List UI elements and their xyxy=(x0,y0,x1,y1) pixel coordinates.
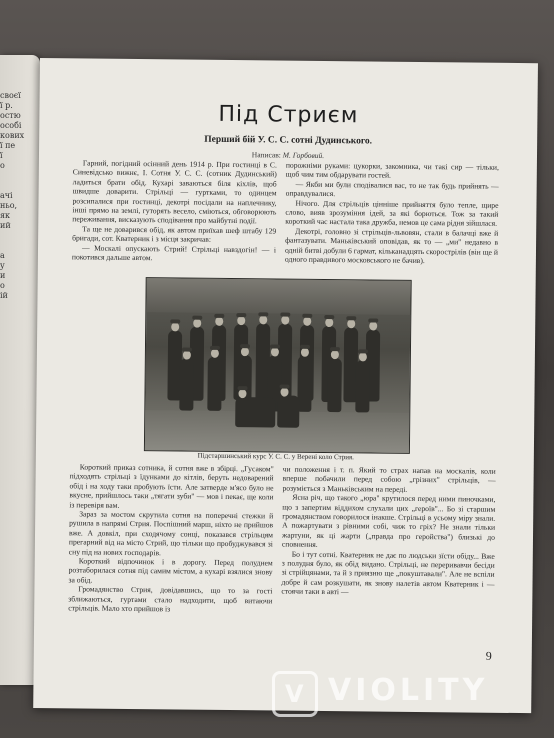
paragraph: Декотрі, головно зі стрільців-львовян, стали в балачці вже й фантазувати. Маньківський оповідав, як то — „ми" недавно в одній битві добули 6 гармат, кільканадцять скорострілів (він ще й одного правдивого московського не бачив). xyxy=(284,226,499,266)
author-name: М. Горбовий. xyxy=(282,150,325,160)
paragraph: — Якби ми були сподівалися вас, то не так будь прийнять — оправдувалися. xyxy=(285,179,499,199)
paragraph: Та ще не доварився обід, як автом приїхав шеф штабу 129 бригади, сот. Кватерник і з місця закричав: xyxy=(72,224,277,245)
paragraph: Бо і тут сотні. Кватерник не дає по людськи зїсти обіду... Вже з полудня було, як обід видано. Стрільці, не переривавчи бесіди зі стрійцянами, та й з приязню ще „покуштавали". Але не вспіли добре й сам розкушати, як знову налетів автом Кватерник і — стоячи таки в авті — xyxy=(281,549,495,597)
paragraph: Громадянство Стрия, довідавшись, що то за гості зближаються, гуртами стало надходити, щоб витаючи стрільців. Мало хто прийшов із xyxy=(68,584,273,614)
soldier-figure xyxy=(277,396,299,428)
logo-glyph: V xyxy=(285,680,304,708)
left-page-text-fragment: и xyxy=(0,271,6,280)
paragraph: Гарний, погідний осінний день 1914 р. При гостинці в С. Синевідсько вижнє, І. Сотня У. С. С. (сотник Дудинський) ладиться брати обід. Кухарі заваються біля кіхлів, щоб швидше доварити. Стрільці — гуртками, то одинцем розсипалися при гостинці, декотрі посідали на наплечнику, інші прямо на землі, гуторять весело, сміються, обговорюють переживання, висказують сподівання про майбутні події. xyxy=(72,158,277,226)
paragraph: Ясна річ, що такого „юра" крутилося перед ними пиночками, що з запертим віддихом слухали цих „героїв"... Бо зі старшим громадянством говорилося інакше. Стрільці в усьому міру знали. А пожартувати з рівними собі, чиж то гріх? Не знали тільки жартуни, як ці жарти („правда про геройства") близькі до сповнення. xyxy=(281,492,496,550)
left-page-text-fragment: о xyxy=(0,161,5,170)
left-page-text-fragment: ньо, xyxy=(0,201,18,210)
article-title: Під Стриєм xyxy=(218,101,359,129)
left-page-text-fragment: особі xyxy=(0,121,22,130)
watermark-brand: VIOLITY xyxy=(328,673,489,708)
paragraph: порожніми руками: цукорки, закомника, чи такі сир — тільки, щоб чим тим обдарувати гостей. xyxy=(285,160,499,181)
violity-logo-icon xyxy=(272,671,318,717)
left-page-text-fragment: а xyxy=(0,251,5,260)
article-subtitle: Перший бій У. С. С. сотні Дудинського. xyxy=(204,134,373,147)
paragraph: Короткий приказ сотника, й сотня вже в збірці. „Гусаком" підходять стрільці з їдунками до кітлів, беруть недоварений обід і на ходу таки пробують їсти. Але затверде м'ясо було не вкусне, прийшлось таки „тягати зуби" — мов і пекає, ще коли із перевіря вам. xyxy=(69,462,274,510)
left-page-text-fragment: кових xyxy=(0,131,25,140)
page-number: 9 xyxy=(485,648,492,663)
left-page-text-fragment: у xyxy=(0,261,5,270)
left-page-text-fragment: ий xyxy=(0,221,11,230)
soldier-figure xyxy=(327,358,342,412)
left-page-text-fragment: ій xyxy=(0,291,8,300)
column-right-bottom xyxy=(281,465,495,599)
left-page-text-fragment: ї пе xyxy=(0,141,16,150)
column-right-top xyxy=(285,161,499,267)
group-photograph xyxy=(144,277,412,454)
paragraph: Зараз за мостом скрутила сотня на поперечні стежки й рушила в напрямі Стрия. Поспішний марш, ніхто не прийшов вже. А довкіл, при сходячому сонці, показався стрільцям прегарний від на місто Стрий, що тільки що пробуджувався зі сну під на нових господарів. xyxy=(68,509,274,557)
soldier-figure xyxy=(235,397,275,427)
left-page-text-fragment: ачі xyxy=(0,191,13,200)
watermark xyxy=(268,667,538,723)
left-page-text-fragment: о xyxy=(0,281,5,290)
left-page-text-fragment: остю xyxy=(0,111,21,120)
soldier-figure xyxy=(207,357,222,411)
soldier-figure xyxy=(355,360,370,412)
paragraph: чи положення і т. п. Який то страх напав на москалів, коли вперше побачили перед собою „грізних" стрільців, — розуміється з Маньківським на переді. xyxy=(282,464,496,494)
paragraph: Короткий відпочинок і в дорогу. Перед полуднем розтаборилася сотня під самим містом, а кухарі взялися знову за обід. xyxy=(68,556,273,585)
paragraph: Нічого. Для стрільців цінніше прийняття було тепле, щире слово, вияв зрозуміння ідей, за які борються. Тож за такий короткий час настала така дружба, немов це сама рідня зійшлася. xyxy=(285,198,499,229)
left-page-text-fragment: як xyxy=(0,211,11,220)
column-left-bottom xyxy=(68,462,274,615)
photo-caption: Підстаршинський курс У. С. С. у Верені коло Стрия. xyxy=(197,451,355,462)
soldier-figure xyxy=(297,356,312,412)
left-page-text-fragment: своєї xyxy=(0,91,21,100)
photo-wall xyxy=(146,278,410,315)
left-page-text-fragment: ї xyxy=(0,151,3,160)
column-left-top xyxy=(72,158,277,264)
magazine-page xyxy=(33,58,538,713)
left-page-text-fragment: ї р. xyxy=(0,101,13,110)
soldier-figure xyxy=(179,358,194,410)
author-prefix: Написав: xyxy=(251,150,281,160)
paragraph: — Москалі опускають Стрий! Стрільці навздогін! — і покотився дальше автом. xyxy=(71,243,277,263)
